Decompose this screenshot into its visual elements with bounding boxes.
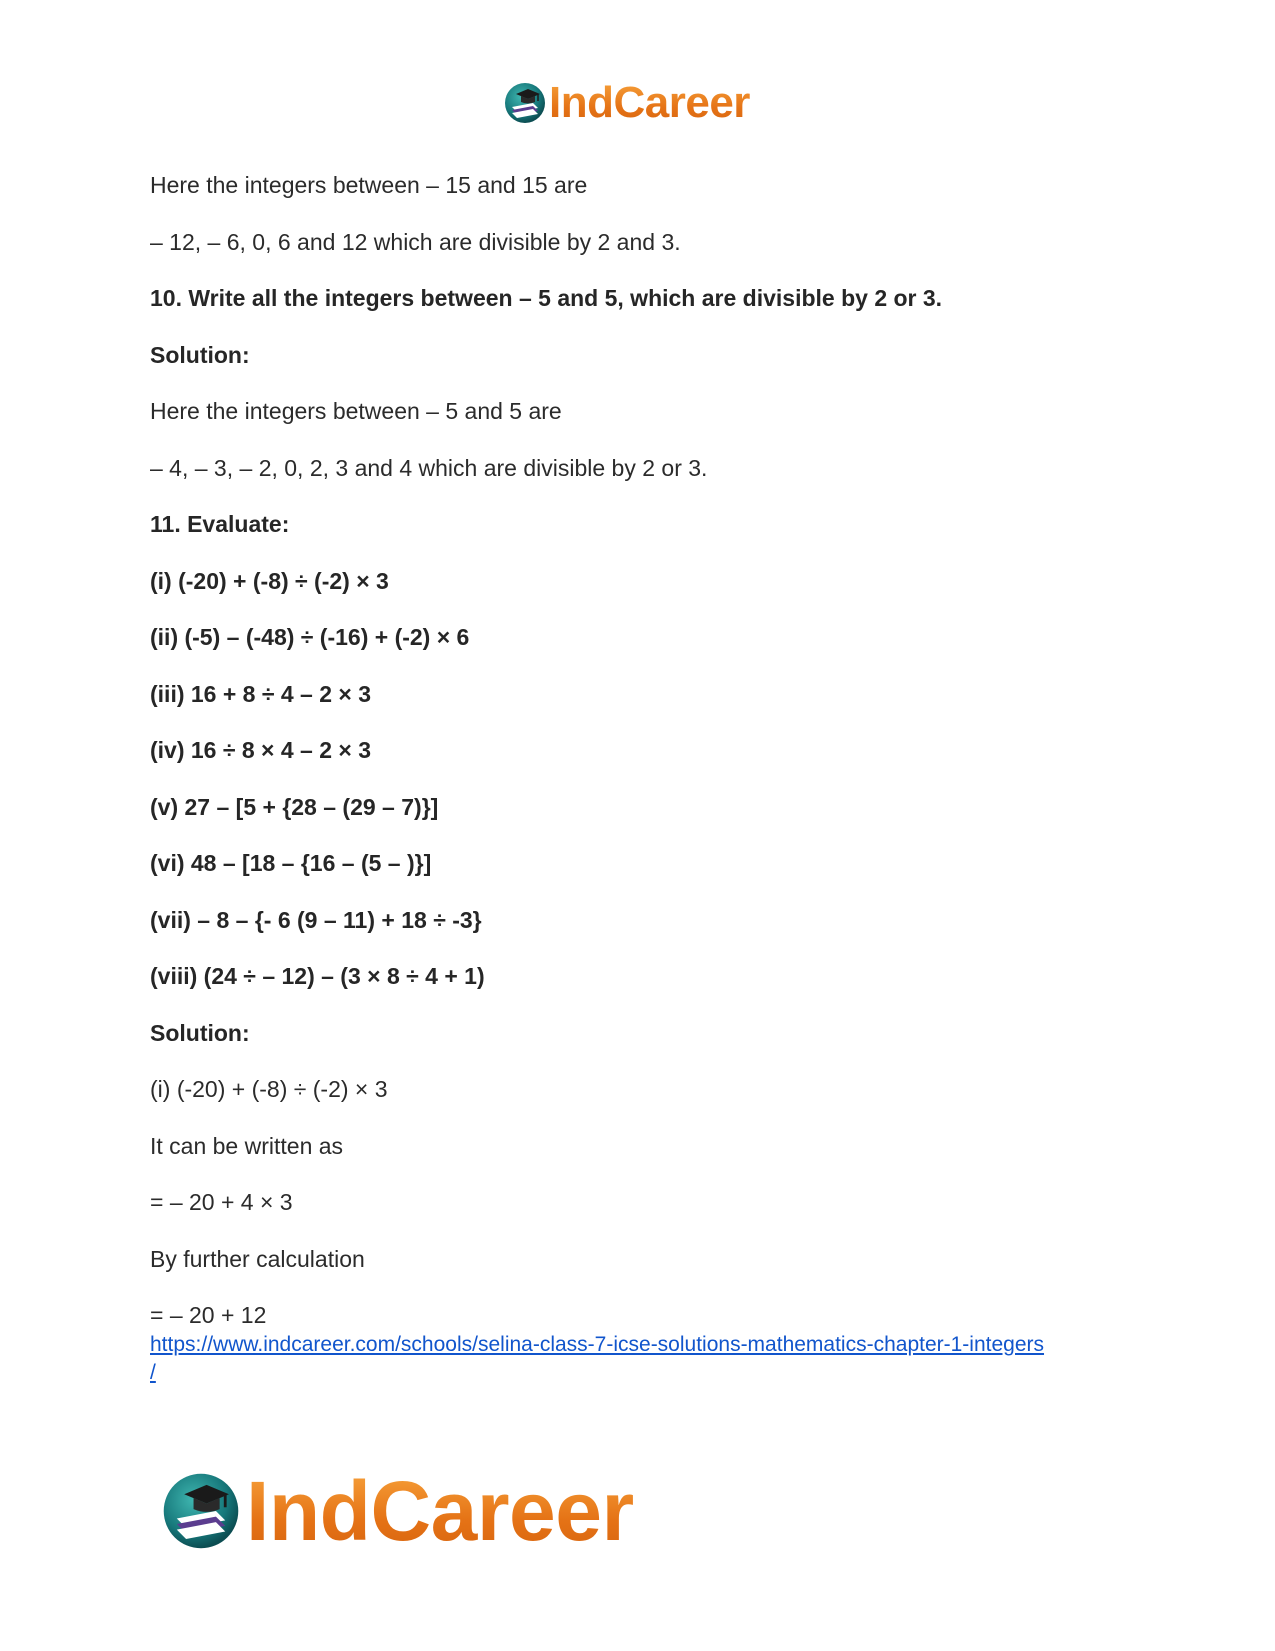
text-line: – 4, – 3, – 2, 0, 2, 3 and 4 which are divisible by 2 or 3. xyxy=(150,455,708,481)
question-item: (iii) 16 + 8 ÷ 4 – 2 × 3 xyxy=(150,681,372,707)
text-line: Here the integers between – 5 and 5 are xyxy=(150,398,562,424)
graduation-book-icon xyxy=(503,81,547,125)
question-item: (vi) 48 – [18 – {16 – (5 – )}] xyxy=(150,850,432,876)
question-item: (ii) (-5) – (-48) ÷ (-16) + (-2) × 6 xyxy=(150,624,470,650)
question-heading: 11. Evaluate: xyxy=(150,511,290,537)
indcareer-logo-top xyxy=(503,80,750,126)
text-line: By further calculation xyxy=(150,1246,365,1272)
logo-wordmark: IndCareer xyxy=(246,1464,634,1558)
question-item: (vii) – 8 – {- 6 (9 – 11) + 18 ÷ -3} xyxy=(150,907,482,933)
question-item: (iv) 16 ÷ 8 × 4 – 2 × 3 xyxy=(150,737,372,763)
question-item: (viii) (24 ÷ – 12) – (3 × 8 ÷ 4 + 1) xyxy=(150,963,485,989)
text-line: (i) (-20) + (-8) ÷ (-2) × 3 xyxy=(150,1076,388,1102)
source-link-continuation[interactable]: / xyxy=(150,1361,156,1384)
logo-wordmark: IndCareer xyxy=(549,78,750,127)
source-link[interactable]: https://www.indcareer.com/schools/selina-class-7-icse-solutions-mathematics-chapter-1-integers xyxy=(150,1333,1045,1356)
question-item: (v) 27 – [5 + {28 – (29 – 7)}] xyxy=(150,794,439,820)
solution-label: Solution: xyxy=(150,1020,250,1046)
question-item: (i) (-20) + (-8) ÷ (-2) × 3 xyxy=(150,568,389,594)
text-line: It can be written as xyxy=(150,1133,344,1159)
text-line: – 12, – 6, 0, 6 and 12 which are divisible by 2 and 3. xyxy=(150,229,681,255)
text-line: Here the integers between – 15 and 15 are xyxy=(150,172,588,198)
graduation-book-icon xyxy=(160,1470,242,1552)
question-heading: 10. Write all the integers between – 5 and 5, which are divisible by 2 or 3. xyxy=(150,285,943,311)
indcareer-logo-bottom xyxy=(160,1464,634,1558)
text-line: = – 20 + 12 xyxy=(150,1302,267,1328)
text-line: = – 20 + 4 × 3 xyxy=(150,1189,293,1215)
solution-label: Solution: xyxy=(150,342,250,368)
